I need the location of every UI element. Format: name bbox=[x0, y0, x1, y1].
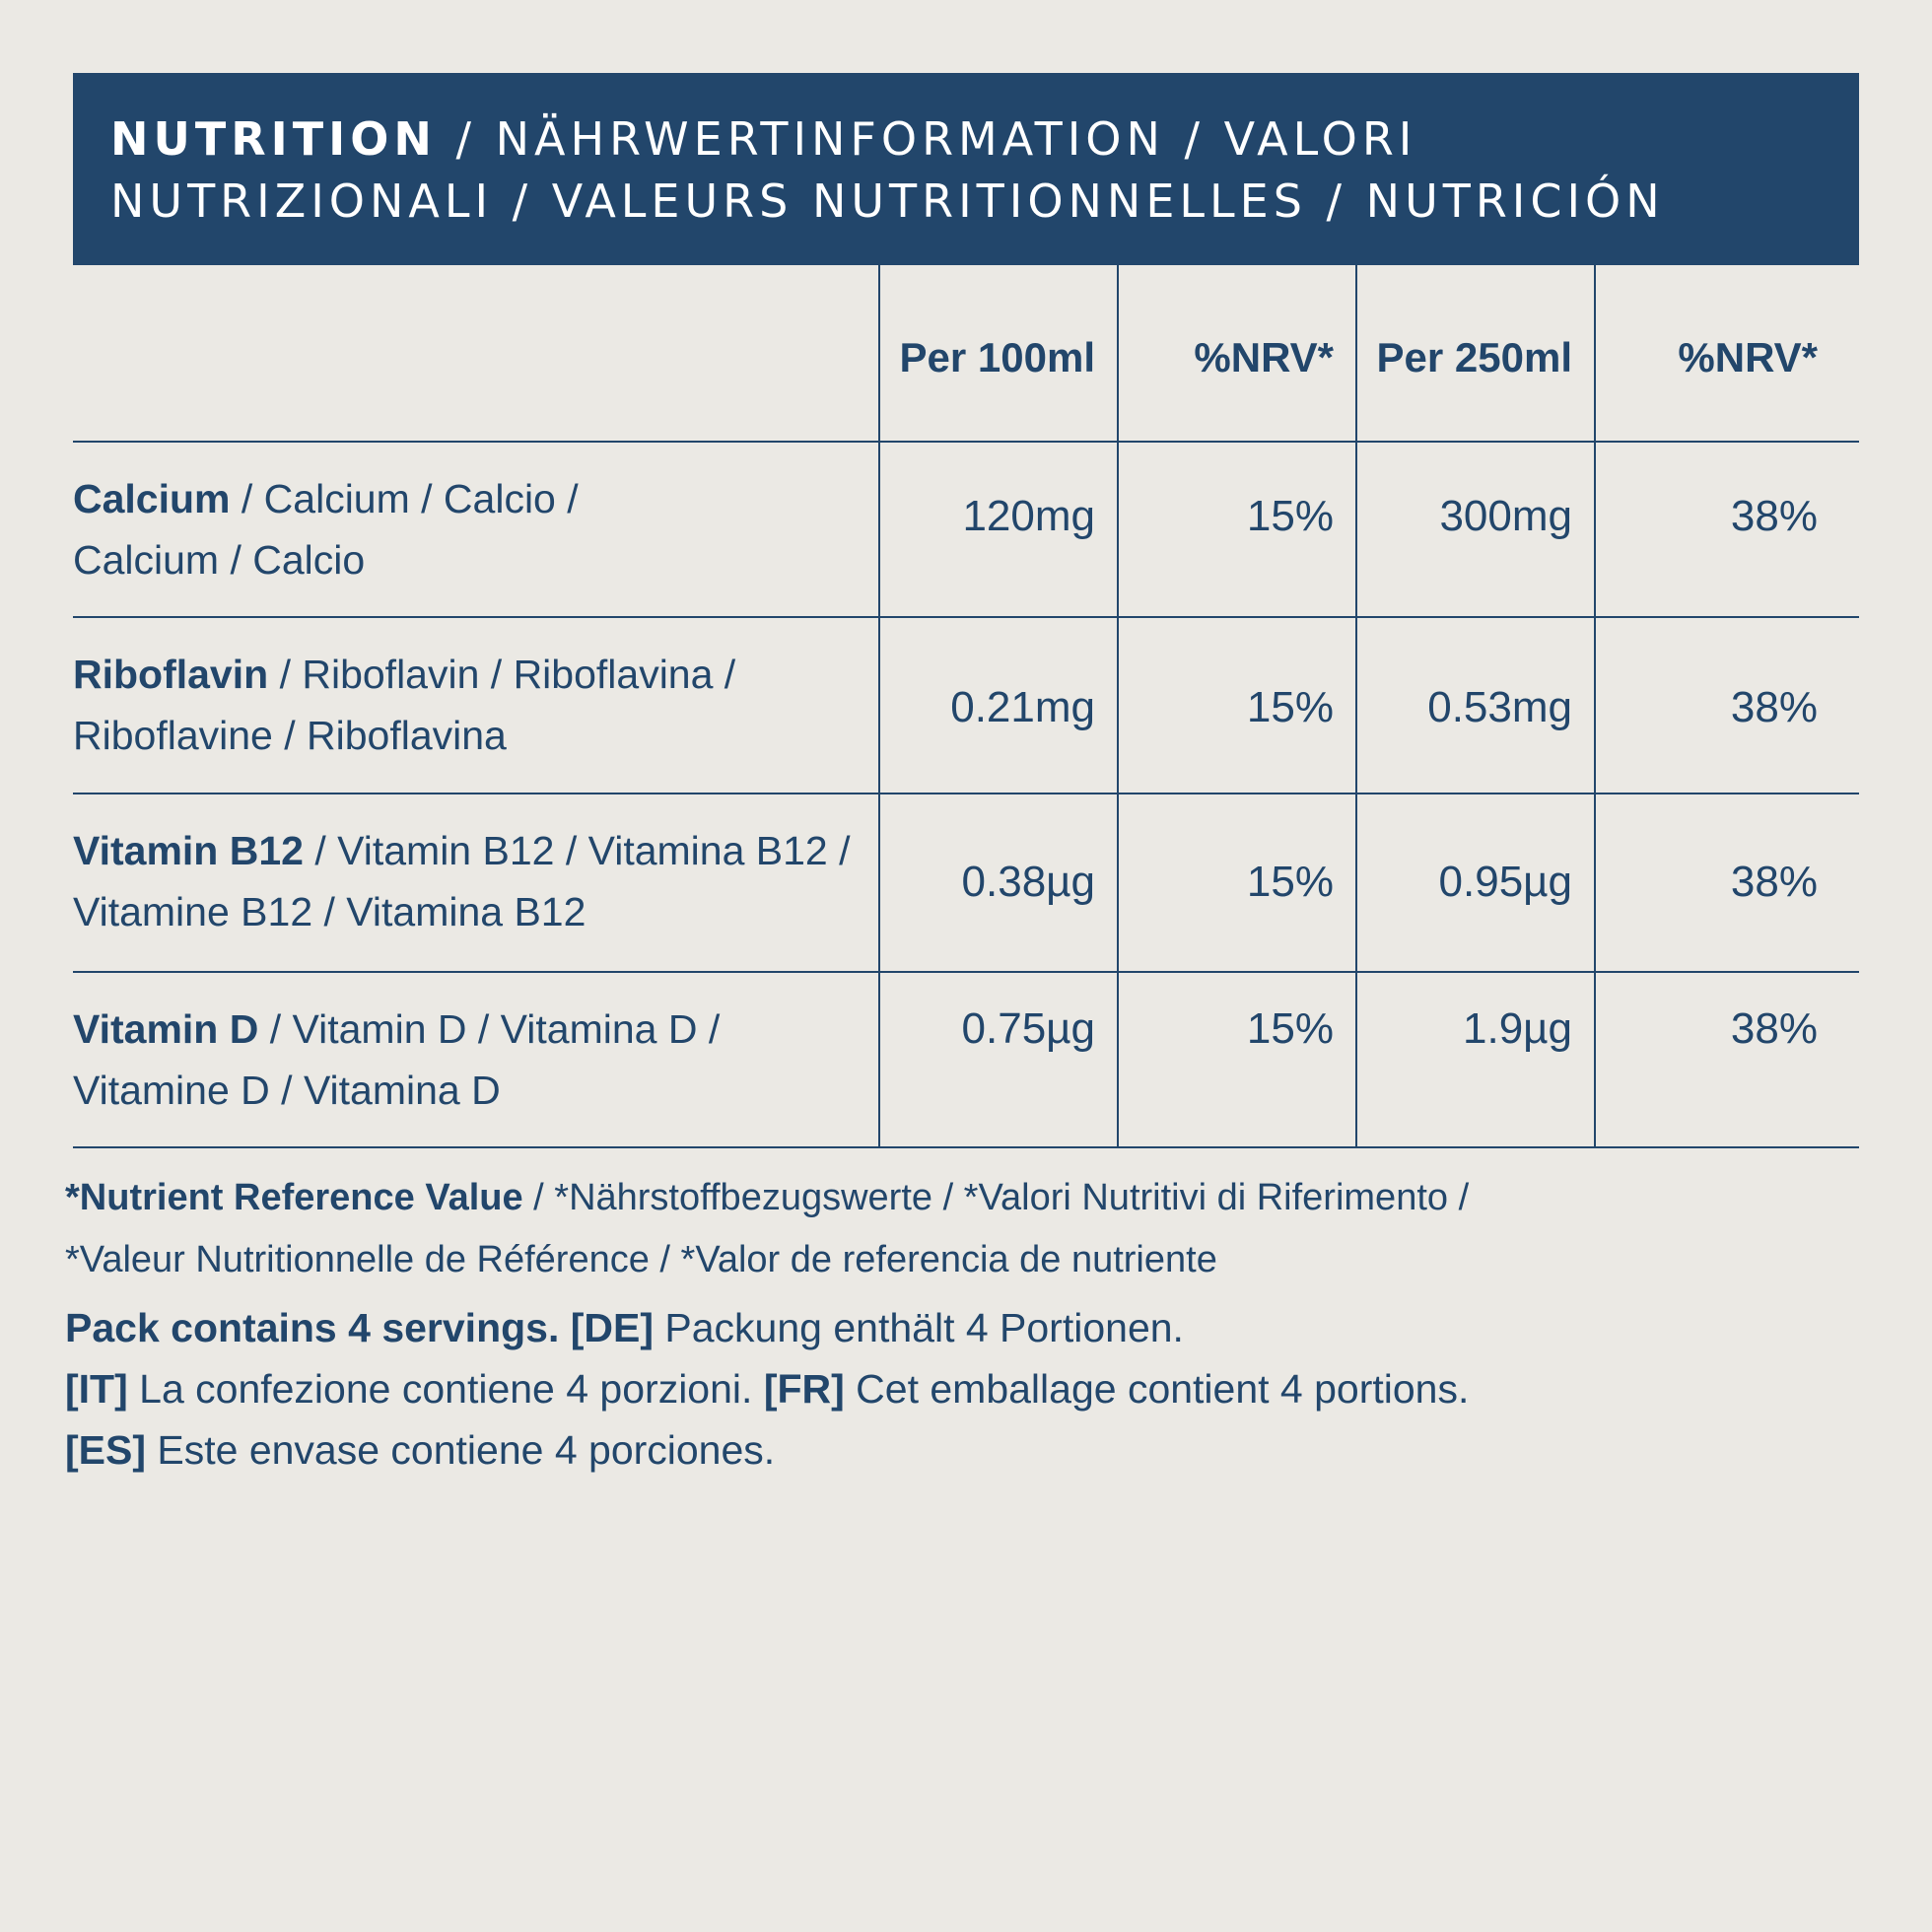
value-per-100ml: 120mg bbox=[962, 492, 1095, 540]
pack-servings-text bbox=[65, 1297, 1839, 1481]
header-title-rest: / NÄHRWERTINFORMATION / VALORI bbox=[436, 112, 1417, 166]
nutrition-table bbox=[73, 265, 1859, 1148]
nutrient-name-line-2: Vitamine B12 / Vitamina B12 bbox=[73, 889, 586, 934]
nutrient-name bbox=[73, 443, 879, 616]
value-per-250ml: 1.9µg bbox=[1463, 1004, 1572, 1053]
footnote-rest: / *Nährstoffbezugswerte / *Valori Nutritivi di Riferimento / bbox=[522, 1177, 1470, 1218]
header-title-bold: NUTRITION bbox=[110, 112, 437, 166]
table-header-row bbox=[73, 265, 1859, 443]
nutrient-name-line-2: Riboflavine / Riboflavina bbox=[73, 713, 507, 758]
pack-de-tag: [DE] bbox=[559, 1305, 655, 1350]
column-header-per-250ml: Per 250ml bbox=[1376, 334, 1572, 380]
nutrient-name-bold: Vitamin B12 bbox=[73, 828, 304, 873]
value-per-250ml: 0.53mg bbox=[1427, 683, 1572, 731]
value-nrv-250: 38% bbox=[1730, 1004, 1818, 1053]
nutrient-name-line-2: Calcium / Calcio bbox=[73, 537, 366, 583]
header-line-2: NUTRIZIONALI / VALEURS NUTRITIONNELLES / NUTRICIÓN bbox=[110, 174, 1665, 228]
nutrient-name-rest: / Riboflavin / Riboflavina / bbox=[268, 652, 736, 697]
column-header-nrv-100: %NRV* bbox=[1194, 334, 1334, 380]
nutrient-name-bold: Calcium bbox=[73, 476, 231, 521]
column-header-nrv-250: %NRV* bbox=[1678, 334, 1818, 380]
nutrition-header bbox=[73, 73, 1859, 265]
pack-fr-tag: [FR] bbox=[763, 1366, 845, 1412]
pack-it: La confezione contiene 4 porzioni. bbox=[127, 1366, 764, 1412]
value-nrv-100: 15% bbox=[1246, 492, 1334, 540]
pack-it-tag: [IT] bbox=[65, 1366, 128, 1412]
nrv-footnote bbox=[65, 1167, 1839, 1291]
nutrient-name bbox=[73, 794, 879, 971]
pack-de: Packung enthält 4 Portionen. bbox=[654, 1305, 1184, 1350]
value-per-250ml: 0.95µg bbox=[1438, 858, 1572, 906]
value-nrv-250: 38% bbox=[1730, 683, 1818, 731]
footnote-line-2: *Valeur Nutritionnelle de Référence / *Valor de referencia de nutriente bbox=[65, 1239, 1217, 1280]
pack-fr: Cet emballage contient 4 portions. bbox=[844, 1366, 1470, 1412]
nutrient-name-bold: Riboflavin bbox=[73, 652, 269, 697]
value-per-100ml: 0.21mg bbox=[950, 683, 1095, 731]
value-per-250ml: 300mg bbox=[1439, 492, 1572, 540]
nutrient-name bbox=[73, 618, 879, 793]
value-per-100ml: 0.75µg bbox=[961, 1004, 1095, 1053]
header-line-1 bbox=[110, 108, 1822, 171]
value-nrv-250: 38% bbox=[1730, 492, 1818, 540]
pack-es: Este envase contiene 4 porciones. bbox=[146, 1427, 776, 1473]
value-nrv-250: 38% bbox=[1730, 858, 1818, 906]
table-row bbox=[73, 618, 1859, 794]
table-row bbox=[73, 794, 1859, 973]
column-header-per-100ml: Per 100ml bbox=[899, 334, 1095, 380]
value-nrv-100: 15% bbox=[1246, 1004, 1334, 1053]
table-row bbox=[73, 973, 1859, 1148]
nutrient-name-bold: Vitamin D bbox=[73, 1006, 259, 1052]
value-nrv-100: 15% bbox=[1246, 858, 1334, 906]
footnote-bold: *Nutrient Reference Value bbox=[65, 1177, 523, 1218]
nutrient-name bbox=[73, 973, 879, 1146]
table-row bbox=[73, 443, 1859, 618]
nutrient-name-rest: / Vitamin B12 / Vitamina B12 / bbox=[303, 828, 851, 873]
value-per-100ml: 0.38µg bbox=[961, 858, 1095, 906]
value-nrv-100: 15% bbox=[1246, 683, 1334, 731]
pack-es-tag: [ES] bbox=[65, 1427, 146, 1473]
nutrient-name-line-2: Vitamine D / Vitamina D bbox=[73, 1068, 501, 1113]
nutrient-name-rest: / Vitamin D / Vitamina D / bbox=[258, 1006, 721, 1052]
nutrient-name-rest: / Calcium / Calcio / bbox=[230, 476, 579, 521]
pack-en: Pack contains 4 servings. bbox=[65, 1305, 560, 1350]
